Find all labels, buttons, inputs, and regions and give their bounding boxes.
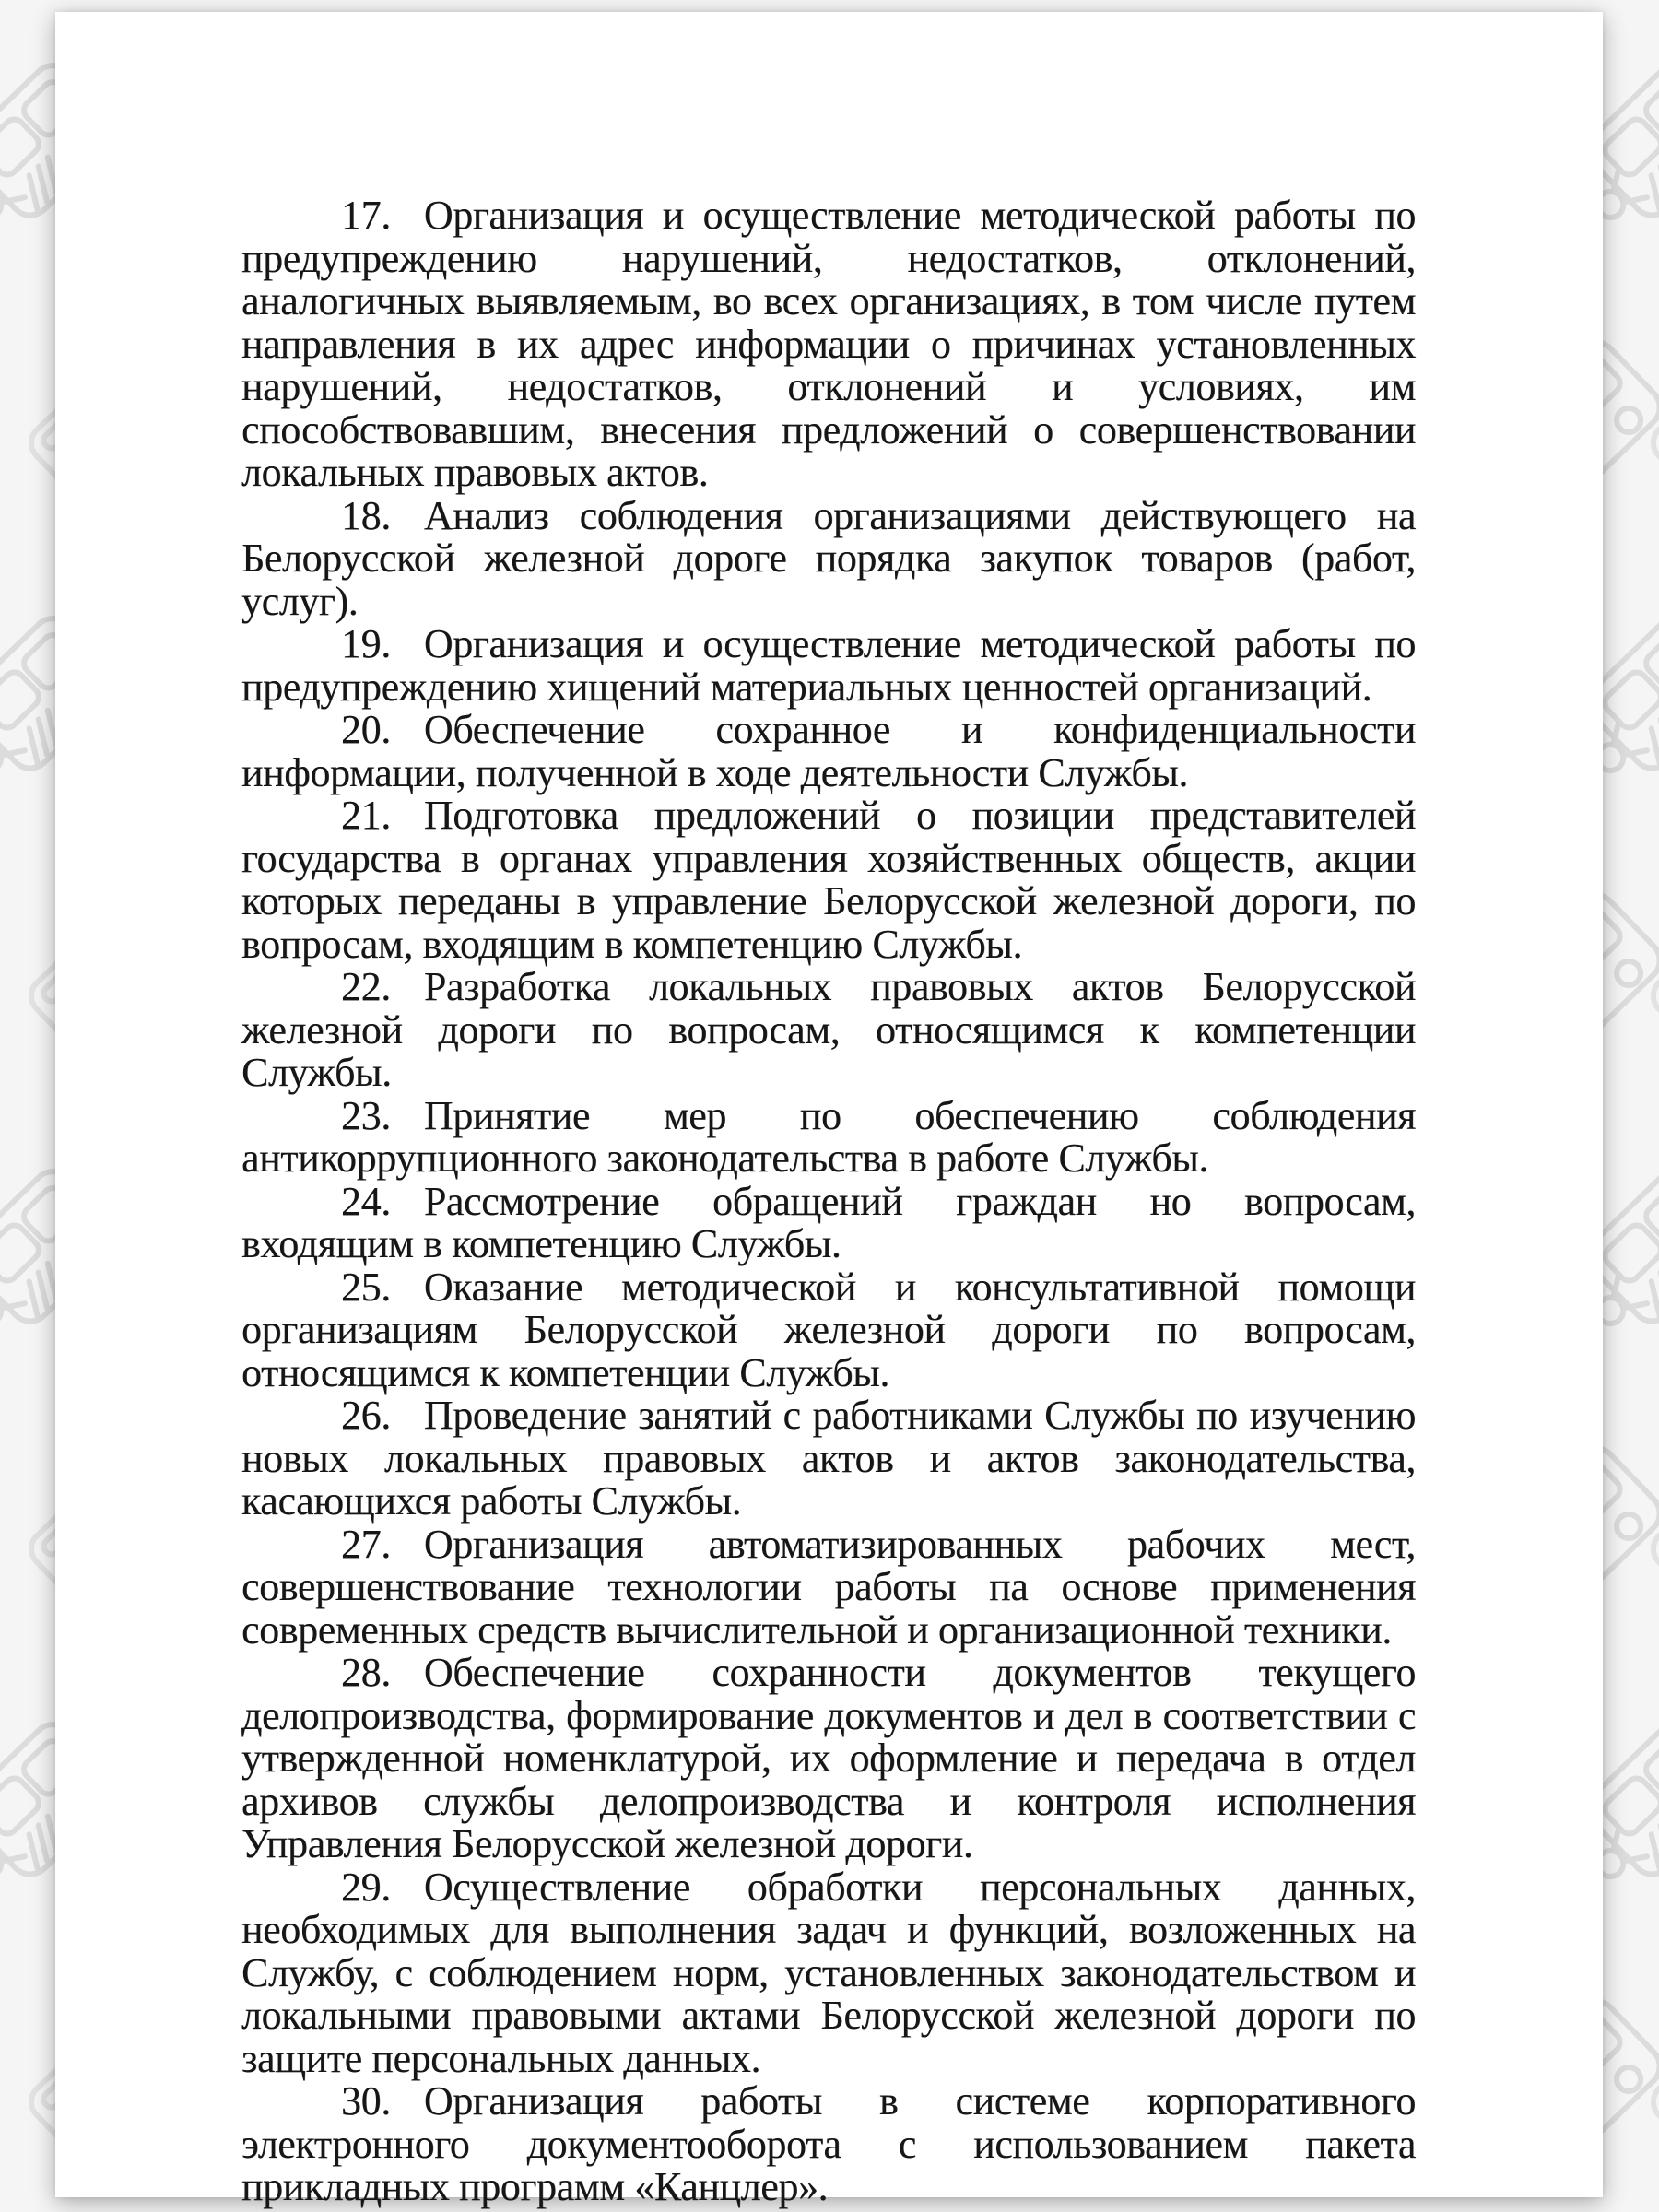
paragraph-text: Проведение занятий с работниками Службы по изучению новых локальных правовых актов и актов законодательства, касающихся работы Службы. <box>241 1393 1416 1524</box>
paragraph <box>241 194 1416 495</box>
document-page <box>55 12 1603 2209</box>
paragraph-number: 25. <box>341 1264 391 1310</box>
paragraph <box>241 794 1416 966</box>
paragraph <box>241 1178 1416 1266</box>
paragraph-text: Оказание методической и консультативной помощи организациям Белорусской железной дороги по вопросам, относящимся к компетенции Службы. <box>241 1264 1416 1395</box>
paragraph-number: 24. <box>341 1178 391 1224</box>
paragraph <box>241 1866 1416 2081</box>
paragraph-number: 19. <box>341 621 391 666</box>
paragraph-text: Организация автоматизированных рабочих мест, совершенствование технологии работы па основе применения современных средств вычислительной и организационной техники. <box>241 1521 1416 1653</box>
paragraph <box>241 1652 1416 1866</box>
paragraph-text: Организация работы в системе корпоративного электронного документооборота с использованием пакета прикладных программ «Канцлер». <box>241 2078 1416 2209</box>
paragraph-text: Подготовка предложений о позиции представителей государства в органах управления хозяйственных обществ, акции которых переданы в управление Белорусской железной дороги, по вопросам, входящим в компетенцию Службы. <box>241 793 1416 967</box>
paragraph <box>241 2080 1416 2209</box>
paragraph-number: 18. <box>341 492 391 538</box>
paragraph-number: 29. <box>341 1864 391 1910</box>
paragraph-text: Организация и осуществление методической работы по предупреждению хищений материальных ценностей организаций. <box>241 621 1416 710</box>
paragraph-number: 23. <box>341 1092 391 1138</box>
paragraph-number: 17. <box>341 193 391 238</box>
paragraph-text: Обеспечение сохранности документов текущего делопроизводства, формирование документов и дел в соответствии с утвержденной номенклатурой, их оформление и передача в отдел архивов службы делопроизводства и контроля исполнения Управления Белорусской железной дороги. <box>241 1650 1416 1866</box>
paragraph-number: 22. <box>341 964 391 1009</box>
paragraph-text: Разработка локальных правовых актов Белорусской железной дороги по вопросам, относящимся к компетенции Службы. <box>241 964 1416 1095</box>
paragraph <box>241 709 1416 794</box>
paragraph-number: 21. <box>341 793 391 838</box>
paragraph <box>241 1521 1416 1653</box>
paragraph-text: Анализ соблюдения организациями действующего на Белорусской железной дороге порядка закупок товаров (работ, услуг). <box>241 492 1416 624</box>
paragraph-number: 30. <box>341 2078 391 2124</box>
paragraph <box>241 623 1416 709</box>
paragraph-text: Принятие мер по обеспечению соблюдения антикоррупционного законодательства в работе Службы. <box>241 1092 1416 1181</box>
paragraph-text: Организация и осуществление методической работы по предупреждению нарушений, недостатков, отклонений, аналогичных выявляемым, во всех организациях, в том числе путем направления в их адрес информации о причинах установленных нарушений, недостатков, отклонений и условиях, им способствовавшим, внесения предложений о совершенствовании локальных правовых актов. <box>241 193 1416 495</box>
paragraph <box>241 1092 1416 1181</box>
paragraph-number: 26. <box>341 1393 391 1438</box>
paragraph <box>241 1266 1416 1395</box>
paragraph <box>241 492 1416 624</box>
paragraph-text: Обеспечение сохранное и конфиденциальности информации, полученной в ходе деятельности Службы. <box>241 707 1416 795</box>
paragraph-number: 27. <box>341 1521 391 1567</box>
paragraph-text: Осуществление обработки персональных данных, необходимых для выполнения задач и функций, возложенных на Службу, с соблюдением норм, установленных законодательством и локальными правовыми актами Белорусской железной дороги по защите персональных данных. <box>241 1864 1416 2081</box>
paragraph-text: Рассмотрение обращений граждан но вопросам, входящим в компетенцию Службы. <box>241 1178 1416 1266</box>
paragraph <box>241 1394 1416 1524</box>
paragraph-number: 28. <box>341 1650 391 1695</box>
paragraph <box>241 966 1416 1095</box>
document-body <box>241 194 1416 2209</box>
paragraph-number: 20. <box>341 707 391 752</box>
